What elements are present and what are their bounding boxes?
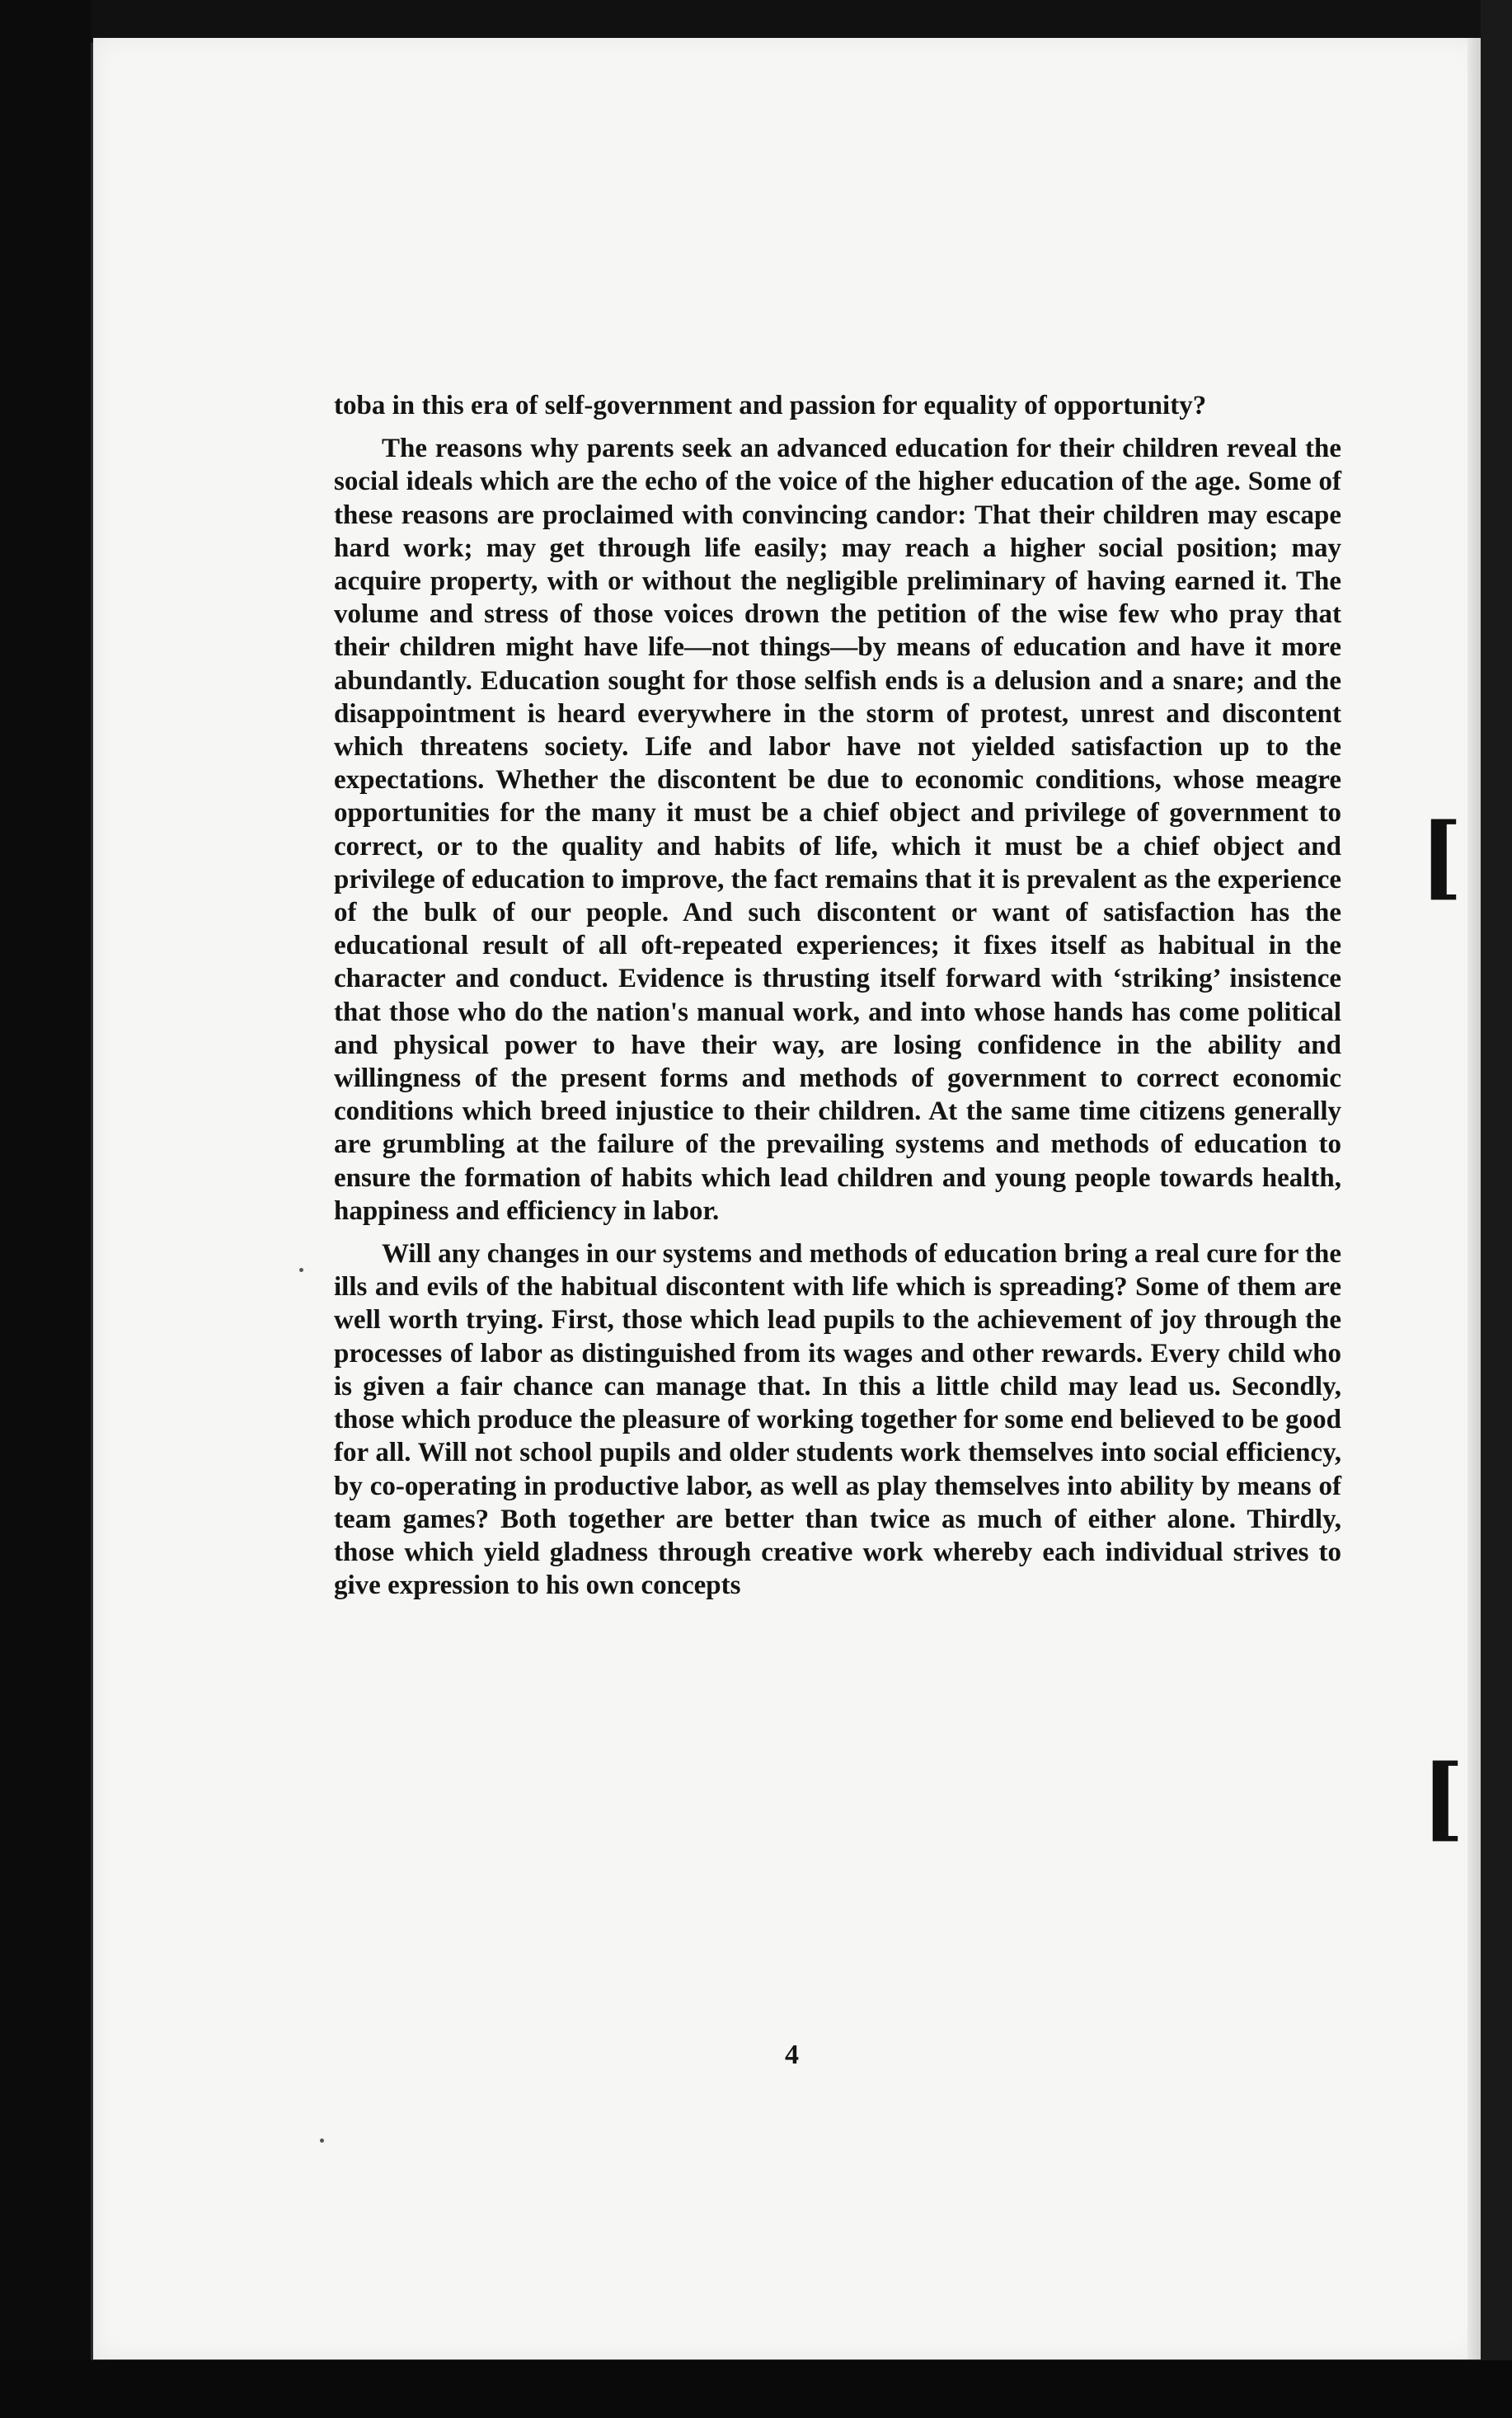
scan-border-right xyxy=(1481,0,1512,2418)
scan-border-left xyxy=(0,0,91,2418)
paragraph: Will any changes in our systems and methods of education bring a real cure for the ills and evils of the habitual discontent with life which is spreading? Some of them are well worth trying. First, those which lead pupils to the achievement of joy through the processes of labor as distinguished from its wages and other rewards. Every child who is given a fair chance can manage that. In this a little child may lead us. Secondly, those which produce the pleasure of working together for some end believed to be good for all. Will not school pupils and older students work themselves into social efficiency, by co-operating in productive labor, as well as play themselves into ability by means of team games? Both together are better than twice as much of either alone. Thirdly, those which yield gladness through creative work whereby each individual strives to give expression to his own concepts xyxy=(334,1239,1341,1601)
paragraph: The reasons why parents seek an advanced education for their children reveal the social ideals which are the echo of the voice of the higher education of the age. Some of these reasons are proclaimed with convincing candor: That their children may escape hard work; may get through life easily; may reach a higher social position; may acquire property, with or without the negligible preliminary of having earned it. The volume and stress of those voices drown the petition of the wise few who pray that their children might have life—not things—by means of education and have it more abundantly. Education sought for those selfish ends is a delusion and a snare; and the disappointment is heard everywhere in the storm of protest, unrest and discontent which threatens society. Life and labor have not yielded satisfaction up to the expectations. Whether the discontent be due to economic conditions, whose meagre opportunities for the many it must be a chief object and privilege of government to correct, or to the quality and habits of life, which it must be a chief object and privilege of education to improve, the fact remains that it is prevalent as the experience of the bulk of our people. And such discontent or want of satisfaction has the educational result of all oft-repeated experiences; it fixes itself as habitual in the character and conduct. Evidence is thrusting itself forward with ‘striking’ insistence that those who do the nation's manual work, and into whose hands has come political and physical power to have their way, are losing confidence in the ability and willingness of the present forms and methods of government to correct economic conditions which breed injustice to their children. At the same time citizens generally are grumbling at the failure of the prevailing systems and methods of education to ensure the formation of habits which lead children and young people towards health, happiness and efficiency in labor. xyxy=(334,434,1341,1226)
paragraph-continuation: toba in this era of self-government and passion for equality of opportunity? xyxy=(334,391,1207,420)
margin-bracket-mark: [ xyxy=(1419,803,1463,909)
scan-border-top xyxy=(0,0,1512,43)
document-page xyxy=(93,38,1481,2359)
scan-speck xyxy=(320,2139,324,2143)
page-edge xyxy=(1467,38,1481,2359)
body-text xyxy=(334,389,1341,1602)
page-number: 4 xyxy=(785,2040,799,2070)
scan-speck xyxy=(299,1268,303,1272)
margin-bracket-mark: [ xyxy=(1420,1744,1464,1851)
scan-border-bottom xyxy=(0,2360,1512,2418)
